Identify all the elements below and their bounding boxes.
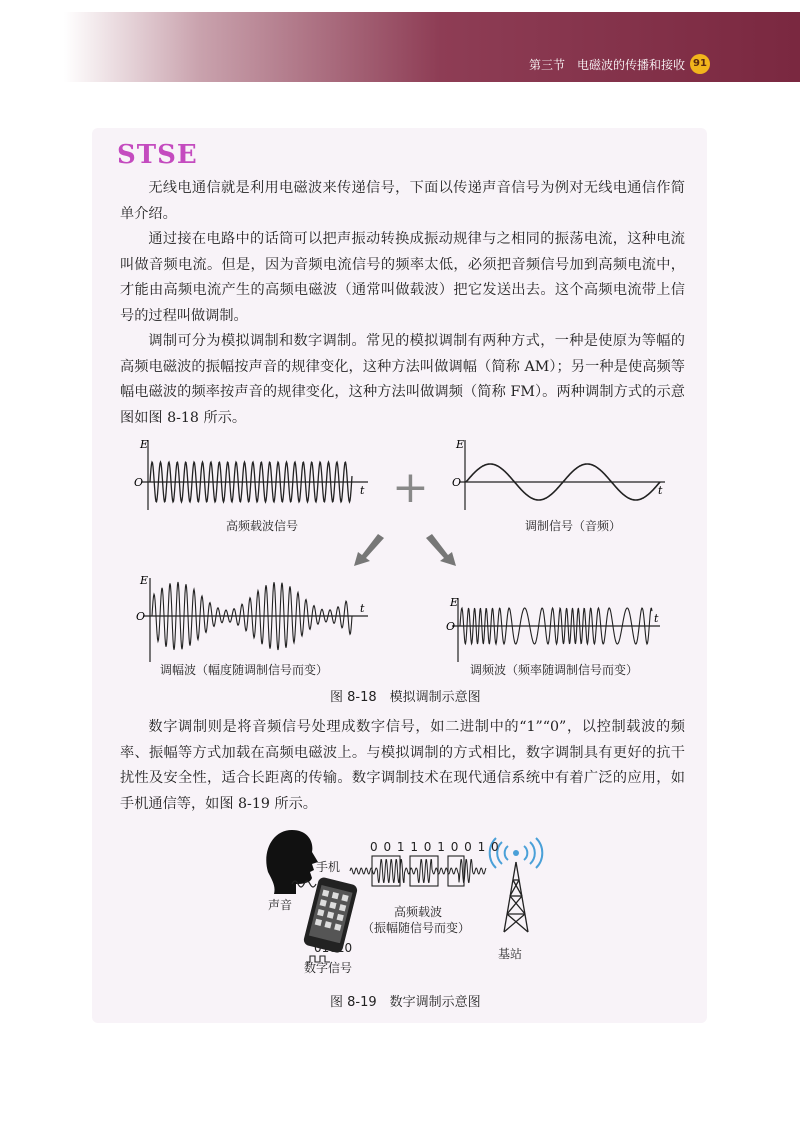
fm-e-label: E — [450, 596, 459, 609]
paragraph-3: 调制可分为模拟调制和数字调制。常见的模拟调制有两种方式，一种是使原为等幅的高频电磁波的振幅按声音的规律变化，这种方法叫做调幅（简称 AM）；另一种是使高频等幅电磁波的频率按声音的规律变化，这种方法叫做调频（简称 FM）。两种调制方式的示意图如图 8-18 所示。 — [120, 333, 685, 426]
paragraph-4: 数字调制则是将音频信号处理成数字信号，如二进制中的“1”“0”，以控制载波的频率、振幅等方式加载在高频电磁波上。与模拟调制的方式相比，数字调制具有更好的抗干扰性及安全性，适合长距离的传输。数字调制技术在现代通信系统中有着广泛的应用，如手机通信等，如图 8-19 所示。 — [120, 719, 685, 812]
section-title: 第三节 电磁波的传播和接收 — [528, 58, 685, 72]
carrier-label: 高频载波 — [394, 905, 443, 919]
figure-8-18 — [120, 430, 680, 700]
fm-caption: 调频波（频率随调制信号而变） — [470, 663, 639, 677]
tower-icon — [504, 862, 528, 932]
am-e-label: E — [140, 574, 149, 587]
page-header — [0, 12, 800, 82]
carrier-caption: 高频载波信号 — [226, 519, 299, 533]
audio-caption: 调制信号（音频） — [525, 519, 622, 533]
am-caption: 调幅波（幅度随调制信号而变） — [160, 663, 329, 677]
carrier-sub-label: （振幅随信号而变） — [362, 921, 471, 935]
fm-o-label: O — [446, 620, 456, 633]
stse-title: STSE — [117, 140, 198, 170]
figure-8-18-caption: 图 8-18 模拟调制示意图 — [330, 690, 481, 705]
paragraph-1: 无线电通信就是利用电磁波来传递信号，下面以传递声音信号为例对无线电通信作简单介绍。 — [120, 180, 685, 222]
carrier-o-label: O — [134, 476, 144, 489]
digital-carrier-wave — [350, 860, 486, 883]
figure-8-19-caption: 图 8-19 数字调制示意图 — [330, 995, 481, 1010]
carrier-t-label: t — [360, 484, 365, 497]
audio-e-label: E — [456, 438, 465, 451]
digital-signal-label: 数字信号 — [304, 961, 353, 975]
fm-t-label: t — [654, 612, 659, 625]
carrier-e-label: E — [140, 438, 149, 451]
page-number-badge: 91 — [690, 54, 710, 74]
arrow-left-down — [354, 534, 384, 566]
audio-t-label: t — [658, 484, 663, 497]
paragraph-2: 通过接在电路中的话筒可以把声振动转换成振动规律与之相同的振荡电流，这种电流叫做音频电流。但是，因为音频电流信号的频率太低，必须把音频信号加到高频电流中，才能由高频电流产生的高频电磁波（通常叫做载波）把它发送出去。这个高频电流带上信号的过程叫做调制。 — [120, 231, 685, 324]
station-label: 基站 — [498, 947, 523, 961]
bit-sequence: 0 0 1 1 0 1 0 0 1 0 — [370, 840, 500, 854]
plus-sign: + — [392, 462, 429, 513]
tower-top — [513, 850, 519, 856]
digital-bits: 01010 — [314, 941, 353, 955]
sound-label: 声音 — [268, 898, 293, 912]
am-t-label: t — [360, 602, 365, 615]
arrow-right-down — [426, 534, 456, 566]
audio-o-label: O — [452, 476, 462, 489]
phone-label: 手机 — [316, 860, 341, 874]
am-o-label: O — [136, 610, 146, 623]
